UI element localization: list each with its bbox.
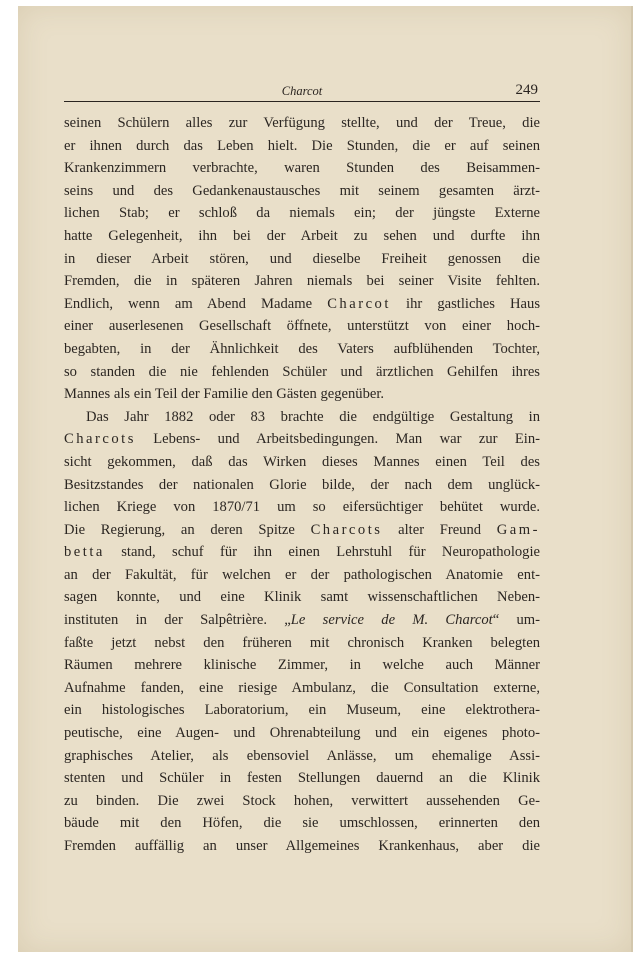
text-line: Endlich, wenn am Abend Madame Charcot ihr gastliches Haus bbox=[64, 295, 540, 312]
text-line: ein histologisches Laboratorium, ein Museum, eine elektrothera- bbox=[64, 702, 540, 719]
text-line: bäude mit den Höfen, die sie umschlossen, erinnerten den bbox=[64, 815, 540, 832]
text-line: hatte Gelegenheit, ihn bei der Arbeit zu sehen und durfte ihn bbox=[64, 227, 540, 244]
text-line: peutische, eine Augen- und Ohrenabteilung und ein eigenes photo- bbox=[64, 725, 540, 742]
running-header bbox=[64, 80, 540, 100]
text-line: graphisches Atelier, als ebensoviel Anlässe, um ehemalige Assi- bbox=[64, 747, 540, 764]
text-line: einer auserlesenen Gesellschaft öffnete, unterstützt von einer hoch- bbox=[64, 318, 540, 335]
paragraph bbox=[64, 406, 540, 858]
text-line: stenten und Schüler in festen Stellungen dauernd an die Klinik bbox=[64, 770, 540, 787]
text-line: Aufnahme fanden, eine riesige Ambulanz, die Consultation externe, bbox=[64, 679, 540, 696]
text-line: sagen konnte, und eine Klinik samt wissenschaftlichen Neben- bbox=[64, 589, 540, 606]
text-line: so standen die nie fehlenden Schüler und ärztlichen Gehilfen ihres bbox=[64, 363, 540, 380]
text-line: seinen Schülern alles zur Verfügung stellte, und der Treue, die bbox=[64, 115, 540, 131]
spaced-name: Gam- bbox=[496, 521, 540, 538]
spaced-name: Charcots bbox=[64, 431, 136, 448]
text-line: faßte jetzt nebst den früheren mit chronisch Kranken belegten bbox=[64, 634, 540, 651]
text-line: zu binden. Die zwei Stock hohen, verwittert aussehenden Ge- bbox=[64, 792, 540, 809]
paragraph bbox=[64, 112, 540, 406]
spaced-name: betta bbox=[64, 544, 105, 561]
body-text bbox=[64, 112, 540, 858]
text-line: Fremden, die in späteren Jahren niemals bei seiner Visite fehlten. bbox=[64, 273, 540, 290]
text-line: sicht gekommen, daß das Wirken dieses Mannes einen Teil des bbox=[64, 453, 540, 470]
header-rule bbox=[64, 101, 540, 102]
text-line: begabten, in der Ähnlichkeit des Vaters aufblühenden Tochter, bbox=[64, 340, 540, 357]
text-line: Mannes als ein Teil der Familie den Gästen gegenüber. bbox=[64, 386, 385, 403]
text-line: Die Regierung, an deren Spitze Charcots alter Freund Gam- bbox=[64, 521, 540, 538]
page-number: 249 bbox=[515, 82, 538, 98]
spaced-name: Charcot bbox=[327, 295, 391, 312]
text-line: Krankenzimmern verbrachte, waren Stunden des Beisammen- bbox=[64, 160, 540, 177]
text-line: Fremden auffällig an unser Allgemeines Krankenhaus, aber die bbox=[64, 838, 540, 854]
italic-quote: Le service de M. Charcot bbox=[290, 612, 493, 629]
text-line: lichen Stab; er schloß da niemals ein; der jüngste Externe bbox=[64, 205, 540, 222]
text-line: lichen Kriege von 1870/71 um so eifersüchtiger behütet wurde. bbox=[64, 499, 540, 516]
text-line: Besitzstandes der nationalen Glorie bilde, der nach dem unglück- bbox=[64, 476, 540, 493]
text-line: er ihnen durch das Leben hielt. Die Stunden, die er auf seinen bbox=[64, 137, 540, 154]
text-line: Räumen mehrere klinische Zimmer, in welche auch Männer bbox=[64, 657, 540, 674]
text-line: Charcots Lebens- und Arbeitsbedingungen. Man war zur Ein- bbox=[64, 431, 540, 448]
text-line: instituten in der Salpêtrière. „Le service de M. Charcot“ um- bbox=[64, 612, 540, 629]
text-line: betta stand, schuf für ihn einen Lehrstuhl für Neuropathologie bbox=[64, 544, 540, 561]
text-line: Das Jahr 1882 oder 83 brachte die endgültige Gestaltung in bbox=[86, 408, 540, 425]
text-line: an der Fakultät, für welchen er der pathologischen Anatomie ent- bbox=[64, 566, 540, 583]
text-line: seins und des Gedankenaustausches mit seinem gesamten ärzt- bbox=[64, 182, 540, 199]
spaced-name: Charcots bbox=[310, 521, 383, 538]
header-title: Charcot bbox=[281, 84, 323, 98]
text-line: in dieser Arbeit stören, und dieselbe Freiheit genossen die bbox=[64, 250, 540, 267]
